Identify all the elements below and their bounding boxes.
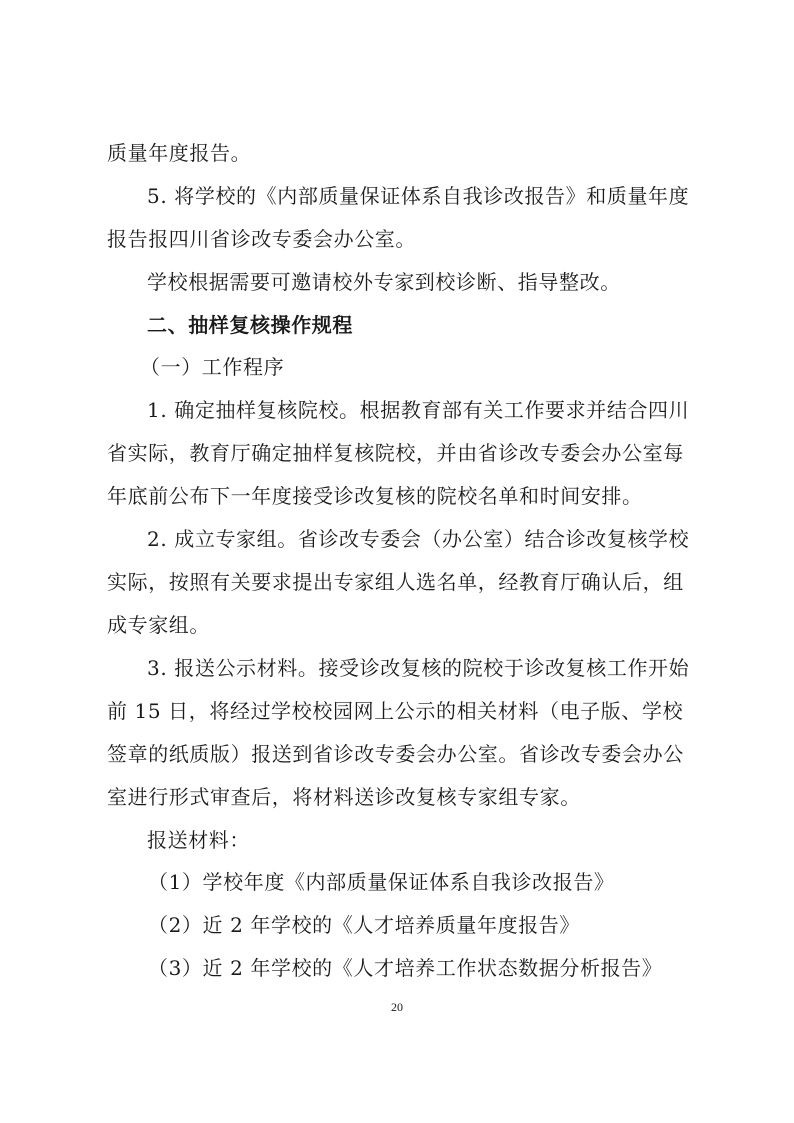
text-line: 报送材料：: [147, 828, 250, 852]
text-line: 签章的纸质版）报送到省诊改专委会办公室。省诊改专委会办公: [107, 742, 684, 766]
text-line: 5. 将学校的《内部质量保证体系自我诊改报告》和质量年度: [147, 184, 690, 208]
text-line: 前 15 日，将经过学校校园网上公示的相关材料（电子版、学校: [107, 699, 684, 723]
list-item: （2）近 2 年学校的《人才培养质量年度报告》: [148, 913, 580, 937]
text-line: 报告报四川省诊改专委会办公室。: [107, 227, 416, 251]
text-line: 学校根据需要可邀请校外专家到校诊断、指导整改。: [147, 270, 621, 294]
text-line: 2. 成立专家组。省诊改专委会（办公室）结合诊改复核学校: [147, 527, 690, 551]
text-line: 3. 报送公示材料。接受诊改复核的院校于诊改复核工作开始: [147, 656, 690, 680]
page-number: 20: [391, 1000, 403, 1014]
text-line: 质量年度报告。: [107, 141, 252, 165]
text-line: 室进行形式审查后，将材料送诊改复核专家组专家。: [107, 785, 581, 809]
text-line: 成专家组。: [107, 613, 210, 637]
subsection-heading: （一）工作程序: [140, 355, 285, 379]
text-line: 省实际，教育厅确定抽样复核院校，并由省诊改专委会办公室每: [107, 441, 684, 465]
list-item: （1）学校年度《内部质量保证体系自我诊改报告》: [148, 870, 615, 894]
text-line: 1. 确定抽样复核院校。根据教育部有关工作要求并结合四川: [147, 398, 690, 422]
text-line: 年底前公布下一年度接受诊改复核的院校名单和时间安排。: [107, 484, 643, 508]
section-heading: 二、抽样复核操作规程: [147, 313, 353, 337]
list-item: （3）近 2 年学校的《人才培养工作状态数据分析报告》: [148, 956, 663, 980]
text-line: 实际，按照有关要求提出专家组人选名单，经教育厅确认后，组: [107, 570, 684, 594]
